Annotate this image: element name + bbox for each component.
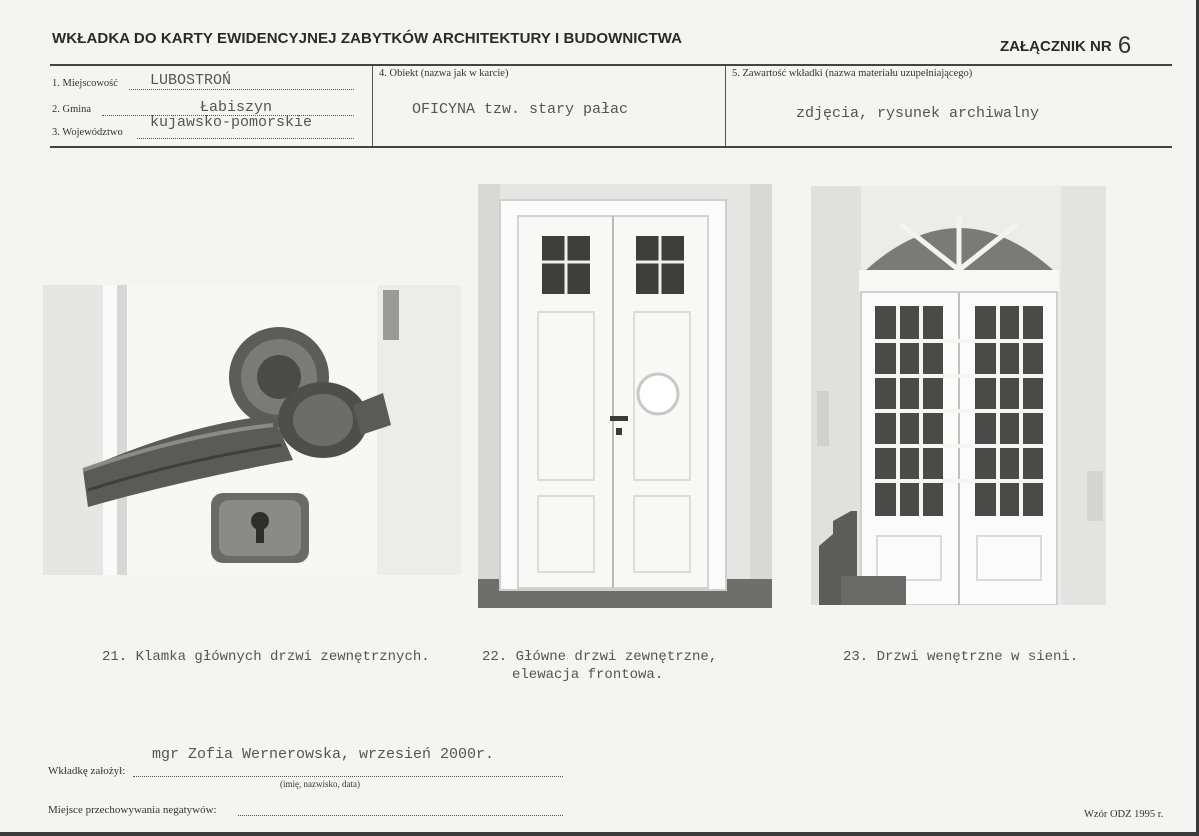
photo-interior-door — [811, 186, 1106, 605]
form-title: WKŁADKA DO KARTY EWIDENCYJNEJ ZABYTKÓW ARCHITEKTURY I BUDOWNICTWA — [52, 30, 683, 47]
negatives-label: Miejsce przechowywania negatywów: — [48, 804, 217, 816]
miejscowosc-dots — [129, 89, 354, 90]
gmina-label: 2. Gmina — [52, 104, 92, 115]
photo-21-caption: 21. Klamka głównych drzwi zewnętrznych. — [102, 649, 430, 665]
gmina-value: Łabiszyn — [200, 99, 273, 116]
negatives-dots — [238, 815, 563, 816]
photo-main-door — [478, 184, 772, 608]
wojewodztwo-label: 3. Województwo — [52, 127, 123, 138]
miejscowosc-value: LUBOSTROŃ — [150, 72, 232, 89]
zawartosc-label: 5. Zawartość wkładki (nazwa materiału uzupełniającego) — [732, 68, 973, 79]
wojewodztwo-value: kujawsko-pomorskie — [150, 114, 313, 131]
annex-number-value: 6 — [1117, 32, 1132, 59]
annex-label: ZAŁĄCZNIK NR — [1000, 38, 1112, 55]
header-bottom-rule — [50, 146, 1172, 148]
author-dots — [133, 776, 563, 777]
author-value: mgr Zofia Wernerowska, wrzesień 2000r. — [152, 746, 495, 763]
photo-22-caption-line2: elewacja frontowa. — [512, 667, 664, 683]
photo-door-handle — [43, 285, 461, 575]
column-divider-1 — [372, 66, 373, 146]
miejscowosc-label: 1. Miejscowość — [52, 78, 118, 89]
header-top-rule — [50, 64, 1172, 66]
photo-22-caption-line1: 22. Główne drzwi zewnętrzne, — [482, 649, 718, 665]
form-code: Wzór ODZ 1995 r. — [1084, 809, 1164, 820]
column-divider-2 — [725, 66, 726, 146]
author-hint: (imię, nazwisko, data) — [280, 779, 360, 789]
annex-number — [1000, 30, 1131, 58]
author-label: Wkładkę założył: — [48, 765, 126, 777]
obiekt-label: 4. Obiekt (nazwa jak w karcie) — [379, 68, 509, 79]
obiekt-value: OFICYNA tzw. stary pałac — [412, 101, 629, 118]
zawartosc-value: zdjęcia, rysunek archiwalny — [796, 105, 1040, 122]
wojewodztwo-dots — [137, 138, 354, 139]
photo-23-caption: 23. Drzwi wenętrzne w sieni. — [843, 649, 1079, 665]
